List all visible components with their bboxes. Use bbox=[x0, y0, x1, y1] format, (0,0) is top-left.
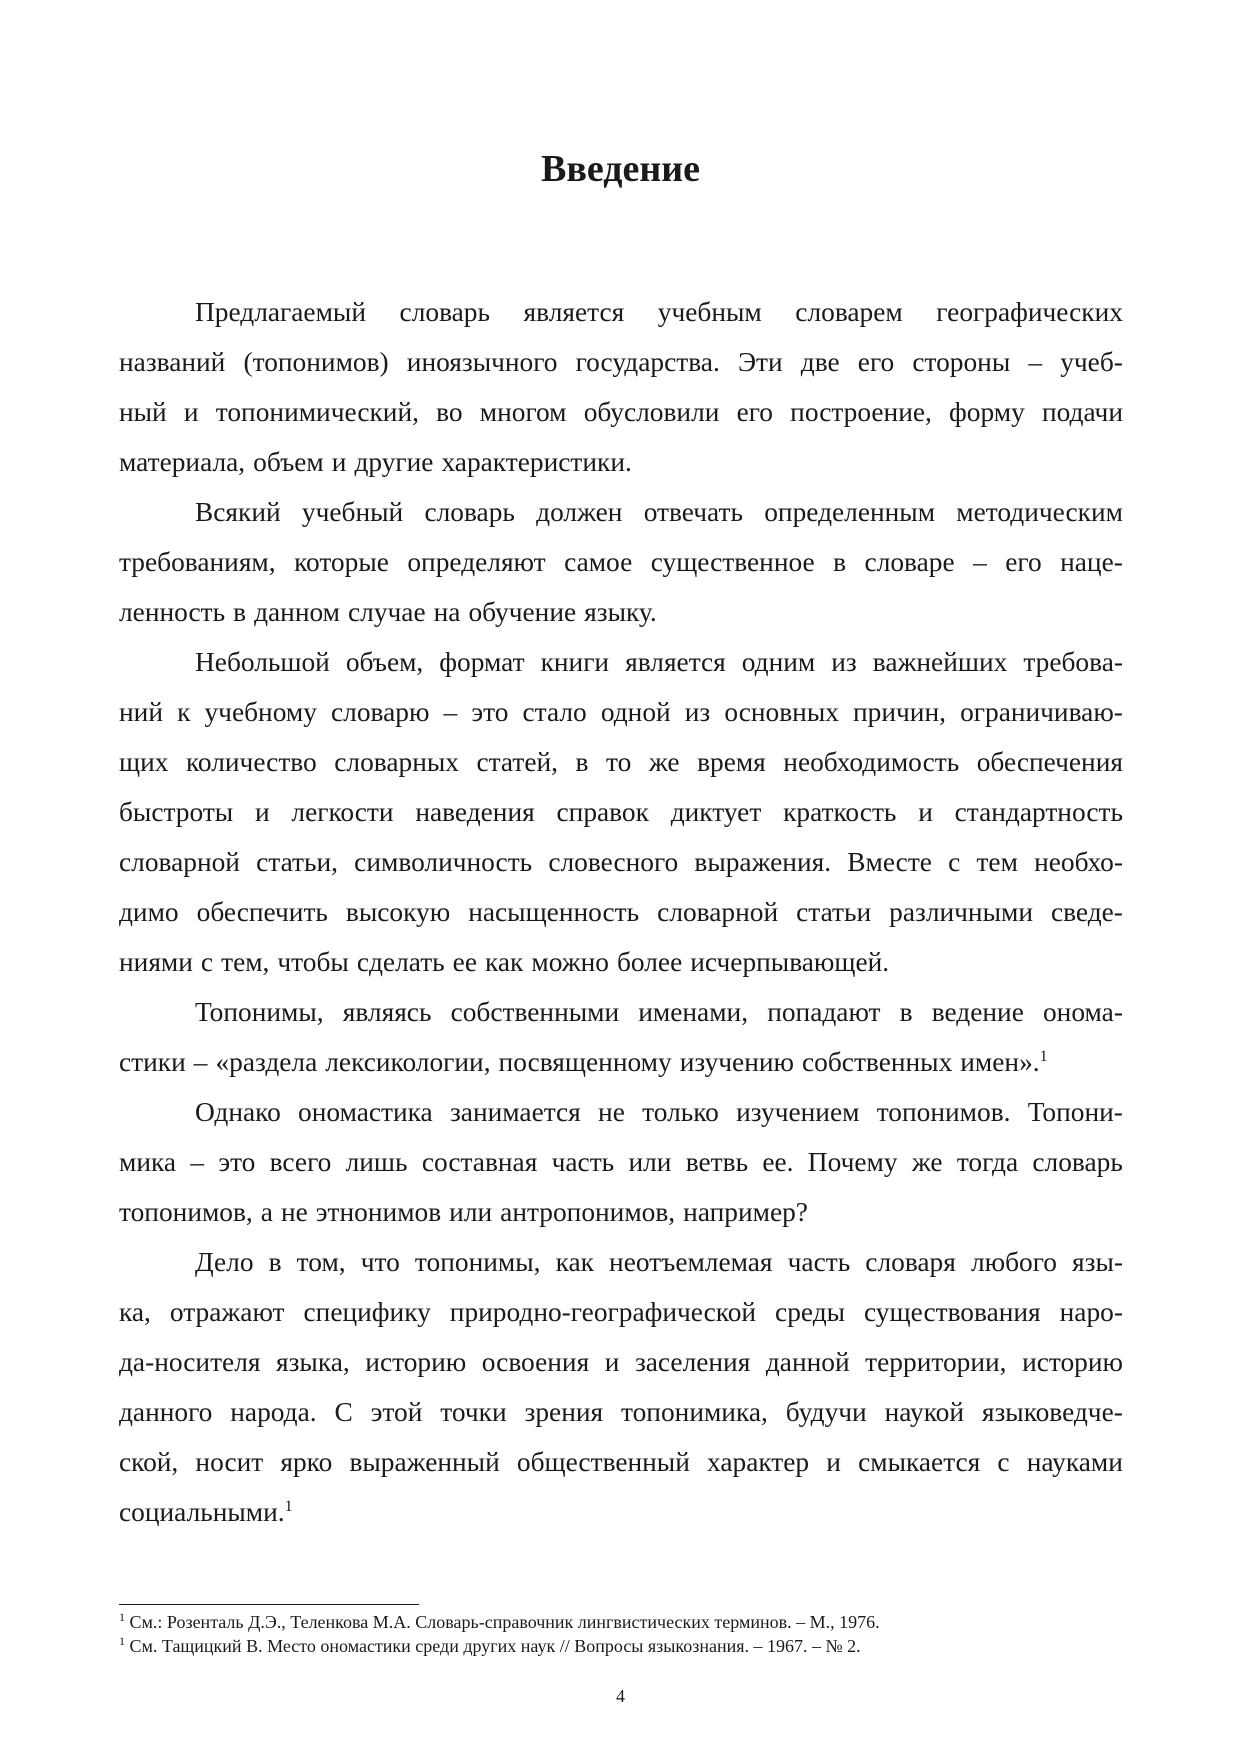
text-line: щих количество словарных статей, в то же время необходимость обеспечения bbox=[119, 747, 1123, 777]
text-line: мика – это всего лишь составная часть или ветвь ее. Почему же тогда словарь bbox=[119, 1147, 1123, 1177]
text-line: данного народа. С этой точки зрения топонимика, будучи наукой языковедче- bbox=[119, 1397, 1123, 1427]
text-line: ка, отражают специфику природно-географической среды существования наро- bbox=[119, 1297, 1123, 1327]
text-line: ниями с тем, чтобы сделать ее как можно более исчерпывающей. bbox=[119, 947, 890, 977]
footnotes bbox=[119, 1610, 1123, 1658]
footnote-text: См.: Розенталь Д.Э., Теленкова М.А. Словарь-справочник лингвистических терминов. – М., 1976. bbox=[125, 1612, 880, 1632]
paragraph bbox=[119, 487, 1123, 637]
page-number: 4 bbox=[616, 1686, 625, 1706]
text-line: Топонимы, являясь собственными именами, попадают в ведение онома- bbox=[195, 997, 1123, 1027]
text-line: материала, объем и другие характеристики. bbox=[119, 447, 632, 477]
text-line: социальными.$^1$ bbox=[119, 1497, 293, 1527]
text-line: Дело в том, что топонимы, как неотъемлемая часть словаря любого язы- bbox=[195, 1247, 1123, 1277]
text-line: топонимов, а не этнонимов или антропонимов, например? bbox=[119, 1197, 808, 1227]
text-line: ный и топонимический, во многом обусловили его построение, форму подачи bbox=[119, 397, 1123, 427]
footnote-reference: 1 bbox=[1039, 1047, 1048, 1065]
text-line: да-носителя языка, историю освоения и заселения данной территории, историю bbox=[119, 1347, 1123, 1377]
text-line: Небольшой объем, формат книги является одним из важнейших требова- bbox=[195, 647, 1123, 677]
footnote bbox=[119, 1634, 1123, 1658]
text-line: ний к учебному словарю – это стало одной из основных причин, ограничиваю- bbox=[119, 697, 1123, 727]
paragraph bbox=[119, 987, 1123, 1087]
page-title: Введение bbox=[541, 148, 700, 190]
text-line: Однако ономастика занимается не только изучением топонимов. Топони- bbox=[195, 1097, 1123, 1127]
footnote-text: См. Тащицкий В. Место ономастики среди других наук // Вопросы языкознания. – 1967. – № 2. bbox=[125, 1636, 861, 1656]
footnote-mark: 1 bbox=[119, 1634, 125, 1648]
text-line: Предлагаемый словарь является учебным словарем географических bbox=[195, 297, 1123, 327]
text-line: словарной статьи, символичность словесного выражения. Вместе с тем необхо- bbox=[119, 847, 1123, 877]
text-line: димо обеспечить высокую насыщенность словарной статьи различными сведе- bbox=[119, 897, 1123, 927]
body-text bbox=[119, 287, 1123, 1537]
text-line: Всякий учебный словарь должен отвечать определенным методическим bbox=[195, 497, 1123, 527]
text-line: стики – «раздела лексикологии, посвященному изучению собственных имен».$^1$ bbox=[119, 1047, 1048, 1077]
footnote-mark: 1 bbox=[119, 1610, 125, 1624]
footnote bbox=[119, 1610, 1123, 1634]
text-line: названий (топонимов) иноязычного государства. Эти две его стороны – учеб- bbox=[119, 347, 1123, 377]
paragraph bbox=[119, 287, 1123, 487]
text-line: ской, носит ярко выраженный общественный характер и смыкается с науками bbox=[119, 1447, 1123, 1477]
footnote-reference: 1 bbox=[284, 1497, 293, 1515]
text-line: ленность в данном случае на обучение языку. bbox=[119, 597, 657, 627]
footnote-divider bbox=[119, 1604, 419, 1605]
text-line: требованиям, которые определяют самое существенное в словаре – его наце- bbox=[119, 547, 1123, 577]
paragraph bbox=[119, 1237, 1123, 1537]
paragraph bbox=[119, 1087, 1123, 1237]
text-line: быстроты и легкости наведения справок диктует краткость и стандартность bbox=[119, 797, 1123, 827]
paragraph bbox=[119, 637, 1123, 987]
